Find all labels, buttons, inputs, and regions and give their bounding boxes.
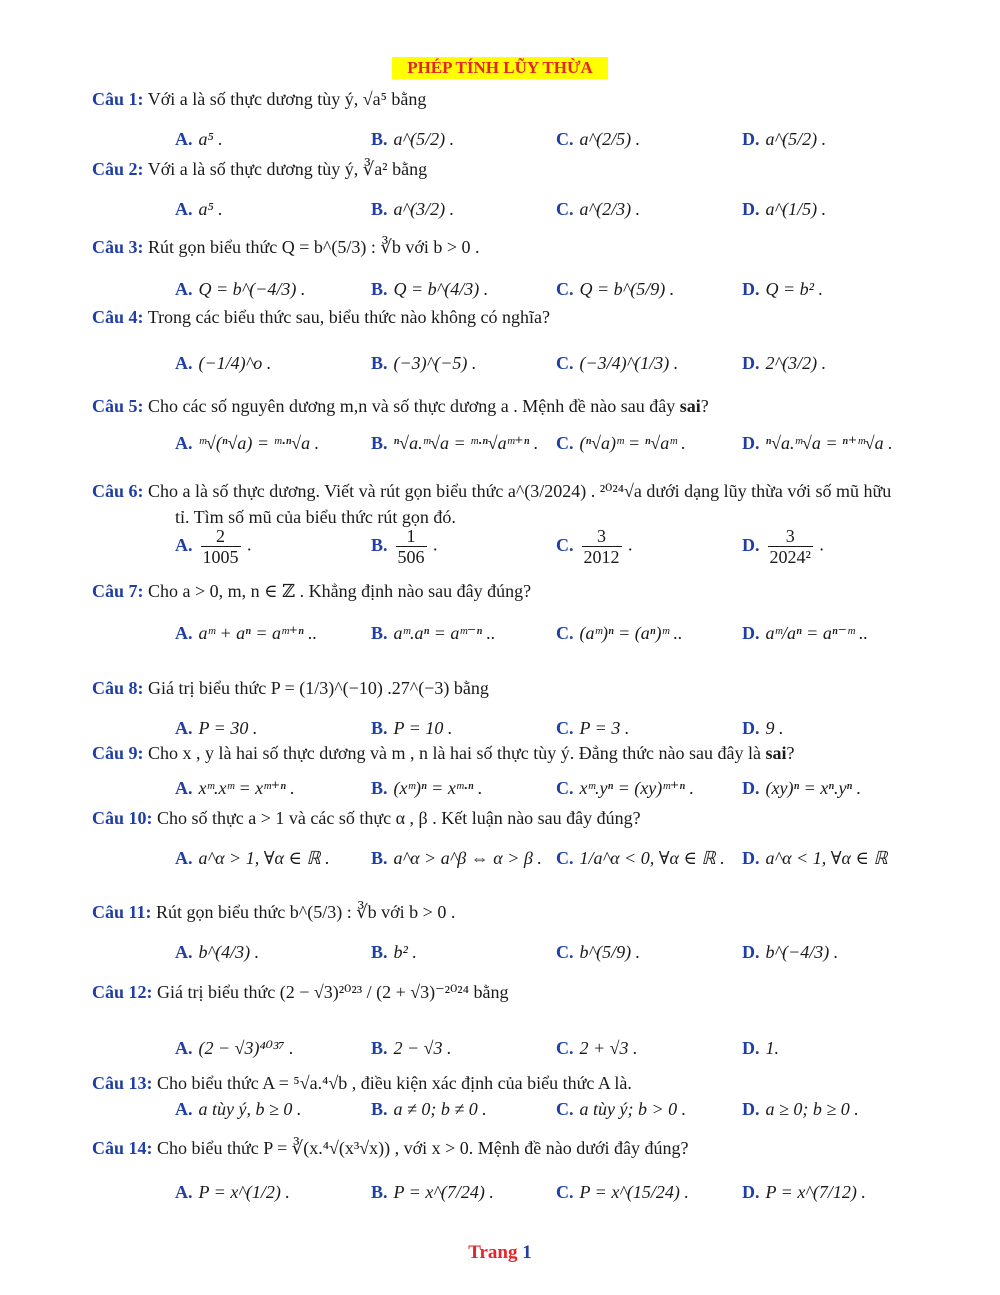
fraction [396, 526, 427, 567]
question-5 [92, 395, 709, 417]
question-text: Rút gọn biểu thức Q = b^(5/3) : ∛b với b > 0 . [148, 237, 480, 257]
option-letter: C. [556, 433, 574, 453]
option-value: (−3/4)^(1/3) . [579, 353, 679, 373]
option-value: ᵐ√(ⁿ√a) = ᵐ·ⁿ√a . [198, 433, 320, 453]
option-value: b^(5/9) . [579, 942, 641, 962]
fraction-denominator: 506 [397, 547, 425, 567]
fraction-denominator: 2012 [583, 547, 620, 567]
question-7 [92, 580, 531, 602]
answer-option-b[interactable] [371, 717, 452, 739]
fraction-denominator: 2024² [769, 547, 811, 567]
answer-option-a[interactable]: A. $\frac{2}{1005}$ . [175, 526, 252, 567]
answer-option-c[interactable] [556, 1181, 689, 1203]
option-letter: B. [371, 623, 388, 643]
option-value: 9 . [765, 718, 784, 738]
option-letter: D. [742, 942, 760, 962]
option-letter: A. [175, 623, 193, 643]
option-value: xᵐ.yⁿ = (xy)ᵐ⁺ⁿ . [579, 778, 694, 798]
question-text: Giá trị biểu thức P = (1/3)^(−10) .27^(−3) bằng [148, 678, 489, 698]
question-label: Câu 14: [92, 1138, 153, 1158]
answer-option-c[interactable] [556, 622, 682, 644]
option-letter: D. [742, 623, 760, 643]
option-letter: A. [175, 1038, 193, 1058]
option-value: a ≥ 0; b ≥ 0 . [765, 1099, 859, 1119]
answer-option-b[interactable] [371, 198, 454, 220]
answer-option-c[interactable] [556, 717, 629, 739]
option-letter: B. [371, 1182, 388, 1202]
answer-option-c[interactable]: C. $\frac{3}{2012}$ . [556, 526, 633, 567]
answer-option-d[interactable] [742, 198, 826, 220]
answer-option-c[interactable] [556, 278, 674, 300]
option-value: Q = b^(5/9) . [579, 279, 675, 299]
question-label: Câu 12: [92, 982, 153, 1002]
option-letter: B. [371, 353, 388, 373]
option-value: 1/a^α < 0, ∀α ∈ ℝ . [579, 848, 725, 868]
option-value: (2 − √3)⁴⁰³⁷ . [198, 1038, 294, 1058]
answer-option-a[interactable] [175, 717, 257, 739]
option-letter: B. [371, 433, 388, 453]
option-value: aᵐ + aⁿ = aᵐ⁺ⁿ .. [198, 623, 318, 643]
option-value: b^(−4/3) . [765, 942, 839, 962]
option-letter: B. [371, 199, 388, 219]
answer-option-d[interactable] [742, 1098, 859, 1120]
option-letter: D. [742, 778, 760, 798]
question-text: Cho a là số thực dương. Viết và rút gọn biểu thức a^(3/2024) . ²⁰²⁴√a dưới dạng lũy thừa với số mũ hữu [148, 481, 892, 501]
option-value: a^(3/2) . [393, 199, 455, 219]
page-title: PHÉP TÍNH LŨY THỪA [392, 57, 608, 79]
option-letter: D. [742, 129, 760, 149]
question-label: Câu 7: [92, 581, 144, 601]
answer-option-c[interactable] [556, 1037, 638, 1059]
answer-option-a[interactable] [175, 622, 317, 644]
answer-option-b[interactable] [371, 622, 496, 644]
option-value: a^(5/2) . [765, 129, 827, 149]
question-label: Câu 5: [92, 396, 144, 416]
option-value: P = x^(1/2) . [198, 1182, 290, 1202]
answer-option-c[interactable] [556, 847, 725, 869]
answer-option-b[interactable] [371, 1037, 452, 1059]
question-4 [92, 306, 550, 328]
option-value: (ⁿ√a)ᵐ = ⁿ√aᵐ . [579, 433, 686, 453]
question-text: Cho biểu thức P = ∛(x.⁴√(x³√x)) , với x > 0. Mệnh đề nào dưới đây đúng? [157, 1138, 689, 1158]
option-value: (xᵐ)ⁿ = xᵐ·ⁿ . [393, 778, 483, 798]
option-value: a^α < 1, ∀α ∈ ℝ [765, 848, 888, 868]
option-value: aᵐ/aⁿ = aⁿ⁻ᵐ .. [765, 623, 868, 643]
option-letter: C. [556, 778, 574, 798]
fraction-numerator: 2 [201, 526, 241, 547]
answer-option-c[interactable] [556, 1098, 686, 1120]
answer-option-a[interactable] [175, 1098, 301, 1120]
option-letter: B. [371, 534, 388, 555]
answer-option-b[interactable] [371, 278, 488, 300]
option-value: a^(1/5) . [765, 199, 827, 219]
option-letter: C. [556, 718, 574, 738]
option-letter: C. [556, 199, 574, 219]
question-label: Câu 8: [92, 678, 144, 698]
answer-option-a[interactable] [175, 278, 305, 300]
option-value: b^(4/3) . [198, 942, 260, 962]
answer-option-d[interactable]: D. $\frac{3}{\text{2024²}}$ . [742, 526, 824, 567]
answer-option-d[interactable] [742, 717, 784, 739]
option-value: 1. [765, 1038, 779, 1058]
page-number: 1 [522, 1242, 532, 1263]
option-letter: A. [175, 1182, 193, 1202]
question-label: Câu 10: [92, 808, 153, 828]
option-letter: D. [742, 199, 760, 219]
question-6 [92, 480, 891, 502]
option-letter: B. [371, 778, 388, 798]
option-letter: A. [175, 718, 193, 738]
question-label: Câu 6: [92, 481, 144, 501]
option-letter: C. [556, 848, 574, 868]
question-2 [92, 158, 427, 180]
option-value: 2 − √3 . [393, 1038, 452, 1058]
option-value: (xy)ⁿ = xⁿ.yⁿ . [765, 778, 862, 798]
option-letter: C. [556, 1099, 574, 1119]
option-letter: B. [371, 1038, 388, 1058]
option-value: P = 3 . [579, 718, 630, 738]
option-letter: C. [556, 1182, 574, 1202]
answer-option-c[interactable] [556, 941, 640, 963]
option-letter: D. [742, 848, 760, 868]
answer-option-b[interactable] [371, 847, 542, 869]
option-value: 2^(3/2) . [765, 353, 827, 373]
fraction [201, 526, 241, 567]
option-value: P = 10 . [393, 718, 453, 738]
option-letter: C. [556, 623, 574, 643]
question-8 [92, 677, 489, 699]
option-letter: A. [175, 942, 193, 962]
option-value: a tùy ý; b > 0 . [579, 1099, 687, 1119]
answer-option-d[interactable] [742, 777, 861, 799]
question-label: Câu 9: [92, 743, 144, 763]
answer-option-b[interactable] [371, 432, 538, 454]
option-letter: A. [175, 129, 193, 149]
answer-option-d[interactable] [742, 432, 893, 454]
question-text: Cho a > 0, m, n ∈ ℤ . Khẳng định nào sau đây đúng? [148, 581, 532, 601]
option-value: a⁵ . [198, 129, 223, 149]
option-value: P = x^(7/12) . [765, 1182, 866, 1202]
question-keyword: sai [679, 396, 701, 416]
answer-option-a[interactable] [175, 198, 223, 220]
option-value: a^α > 1, ∀α ∈ ℝ . [198, 848, 330, 868]
answer-option-d[interactable] [742, 847, 888, 869]
fraction-numerator: 3 [582, 526, 622, 547]
option-value: (−3)^(−5) . [393, 353, 477, 373]
option-value: P = x^(15/24) . [579, 1182, 689, 1202]
option-value: ⁿ√a.ᵐ√a = ᵐ·ⁿ√aᵐ⁺ⁿ . [393, 433, 539, 453]
option-value: (aᵐ)ⁿ = (aⁿ)ᵐ .. [579, 623, 683, 643]
answer-option-b[interactable] [371, 941, 417, 963]
answer-option-a[interactable] [175, 847, 330, 869]
answer-option-d[interactable] [742, 1181, 866, 1203]
question-keyword: sai [765, 743, 787, 763]
answer-option-a[interactable] [175, 941, 259, 963]
question-label: Câu 2: [92, 159, 144, 179]
option-value: a ≠ 0; b ≠ 0 . [393, 1099, 487, 1119]
question-text: Rút gọn biểu thức b^(5/3) : ∛b với b > 0 . [156, 902, 456, 922]
question-text: Cho x , y là hai số thực dương và m , n là hai số thực tùy ý. Đẳng thức nào sau đây là [148, 743, 766, 763]
answer-option-c[interactable] [556, 432, 686, 454]
answer-option-b[interactable] [371, 352, 476, 374]
answer-option-a[interactable] [175, 1037, 294, 1059]
option-letter: B. [371, 279, 388, 299]
question-text: Cho số thực a > 1 và các số thực α , β . Kết luận nào sau đây đúng? [157, 808, 641, 828]
option-letter: D. [742, 1038, 760, 1058]
answer-option-d[interactable] [742, 128, 826, 150]
fraction-numerator: 1 [396, 526, 427, 547]
question-text: Trong các biểu thức sau, biểu thức nào không có nghĩa? [147, 307, 550, 327]
option-letter: B. [371, 942, 388, 962]
answer-option-a[interactable] [175, 352, 271, 374]
question-1 [92, 88, 426, 110]
option-value: Q = b² . [765, 279, 824, 299]
question-text-end: ? [700, 396, 709, 416]
option-letter: C. [556, 534, 574, 555]
option-value: Q = b^(4/3) . [393, 279, 489, 299]
question-11 [92, 901, 455, 923]
question-label: Câu 1: [92, 89, 144, 109]
question-text-continued: tỉ. Tìm số mũ của biểu thức rút gọn đó. [175, 507, 456, 527]
answer-option-b[interactable]: B. $\frac{1}{506}$ . [371, 526, 438, 567]
option-letter: A. [175, 279, 193, 299]
fraction-denominator: 1005 [202, 547, 239, 567]
question-14 [92, 1137, 689, 1159]
option-letter: A. [175, 1099, 193, 1119]
option-value: Q = b^(−4/3) . [198, 279, 306, 299]
option-value: (−1/4)^o . [198, 353, 272, 373]
option-letter: A. [175, 778, 193, 798]
fraction-numerator: 3 [768, 526, 813, 547]
question-9 [92, 742, 794, 764]
option-letter: D. [742, 534, 760, 555]
option-letter: D. [742, 1182, 760, 1202]
answer-option-b[interactable] [371, 1098, 487, 1120]
option-value: P = 30 . [198, 718, 258, 738]
question-text: Giá trị biểu thức (2 − √3)²⁰²³ / (2 + √3)⁻²⁰²⁴ bằng [157, 982, 509, 1002]
answer-option-c[interactable] [556, 352, 678, 374]
option-letter: D. [742, 279, 760, 299]
option-letter: B. [371, 129, 388, 149]
option-value: 2 + √3 . [579, 1038, 638, 1058]
answer-option-d[interactable] [742, 622, 868, 644]
question-label: Câu 3: [92, 237, 144, 257]
option-letter: D. [742, 1099, 760, 1119]
answer-option-d[interactable] [742, 1037, 779, 1059]
question-text: Với a là số thực dương tùy ý, ∛a² bằng [147, 159, 428, 179]
answer-option-b[interactable] [371, 777, 482, 799]
answer-option-a[interactable] [175, 1181, 290, 1203]
answer-option-c[interactable] [556, 777, 694, 799]
option-letter: D. [742, 718, 760, 738]
question-3 [92, 236, 480, 258]
option-letter: C. [556, 942, 574, 962]
option-letter: B. [371, 718, 388, 738]
question-12 [92, 981, 508, 1003]
option-letter: A. [175, 534, 193, 555]
answer-option-d[interactable] [742, 278, 823, 300]
question-text-end: ? [786, 743, 795, 763]
page-footer [0, 1242, 1000, 1264]
fraction [768, 526, 813, 567]
answer-option-a[interactable] [175, 777, 295, 799]
question-10 [92, 807, 641, 829]
answer-option-a[interactable] [175, 128, 223, 150]
option-letter: A. [175, 848, 193, 868]
fraction [582, 526, 622, 567]
option-value: P = x^(7/24) . [393, 1182, 494, 1202]
option-letter: A. [175, 433, 193, 453]
option-value: a tùy ý, b ≥ 0 . [198, 1099, 302, 1119]
question-label: Câu 13: [92, 1073, 153, 1093]
question-13 [92, 1072, 632, 1094]
answer-option-d[interactable] [742, 352, 826, 374]
option-letter: C. [556, 1038, 574, 1058]
answer-option-c[interactable] [556, 128, 640, 150]
option-letter: C. [556, 353, 574, 373]
option-value: aᵐ.aⁿ = aᵐ⁻ⁿ .. [393, 623, 496, 643]
option-value: a^(2/3) . [579, 199, 641, 219]
option-value: b² . [393, 942, 417, 962]
question-label: Câu 11: [92, 902, 152, 922]
option-value: xᵐ.xᵐ = xᵐ⁺ⁿ . [198, 778, 295, 798]
option-value: ⁿ√a.ᵐ√a = ⁿ⁺ᵐ√a . [765, 433, 893, 453]
option-value: a⁵ . [198, 199, 223, 219]
question-text: Cho các số nguyên dương m,n và số thực dương a . Mệnh đề nào sau đây [148, 396, 680, 416]
option-letter: D. [742, 353, 760, 373]
question-label: Câu 4: [92, 307, 144, 327]
option-letter: D. [742, 433, 760, 453]
option-letter: A. [175, 353, 193, 373]
option-letter: A. [175, 199, 193, 219]
answer-option-a[interactable] [175, 432, 319, 454]
option-value: a^(5/2) . [393, 129, 455, 149]
answer-option-b[interactable] [371, 1181, 494, 1203]
question-text: Cho biểu thức A = ⁵√a.⁴√b , điều kiện xác định của biểu thức A là. [157, 1073, 632, 1093]
option-letter: C. [556, 279, 574, 299]
answer-option-d[interactable] [742, 941, 838, 963]
question-text: Với a là số thực dương tùy ý, √a⁵ bằng [147, 89, 427, 109]
answer-option-c[interactable] [556, 198, 640, 220]
option-letter: C. [556, 129, 574, 149]
answer-option-b[interactable] [371, 128, 454, 150]
option-value: a^α > a^β ⇔ α > β . [393, 848, 542, 868]
option-value: a^(2/5) . [579, 129, 641, 149]
option-letter: B. [371, 848, 388, 868]
option-letter: B. [371, 1099, 388, 1119]
page-label: Trang [468, 1242, 518, 1263]
